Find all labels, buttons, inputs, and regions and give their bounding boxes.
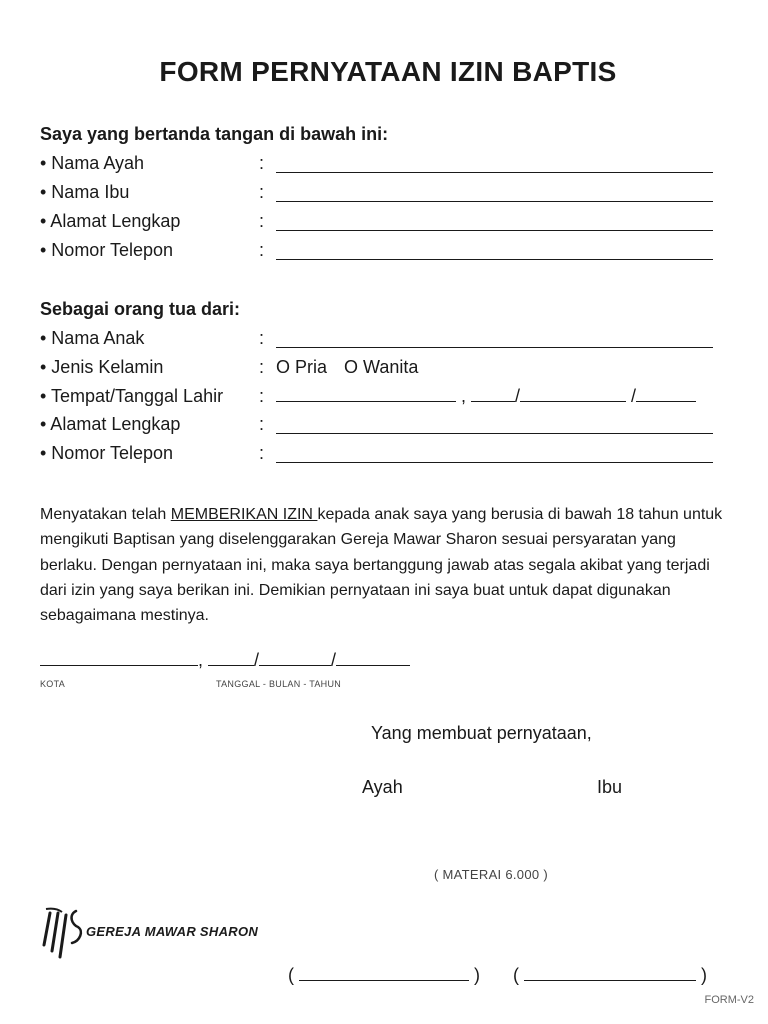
mother-printed-name-field[interactable] [524, 965, 696, 981]
gender-option-female[interactable]: O Wanita [344, 357, 419, 377]
colon: : [259, 386, 265, 406]
form-code: FORM-V2 [704, 994, 754, 1006]
birth-month-field[interactable] [520, 386, 626, 402]
statement-paragraph: Menyatakan telah MEMBERIKAN IZIN kepada anak saya yang berusia di bawah 18 tahun untuk mengikuti Baptisan yang diselenggarakan Gereja Mawar Sharon sesuai persyaratan yang berlaku. Dengan pernyataan ini, maka saya bertanggung jawab atas segala akibat yang terjadi dari izin yang saya berikan ini. Demikian pernyataan ini saya buat untuk dapat digunakan sebagaimana mestinya. [40, 506, 723, 625]
date-day-field[interactable] [208, 650, 254, 666]
page-title: FORM PERNYATAAN IZIN BAPTIS [159, 56, 617, 87]
mother-name-field[interactable] [276, 201, 713, 202]
mother-signature-label: Ibu [597, 777, 623, 797]
colon: : [259, 328, 265, 348]
colon: : [259, 153, 265, 173]
colon: : [259, 443, 265, 463]
colon: : [259, 240, 265, 260]
child-section-heading: Sebagai orang tua dari: [40, 299, 241, 319]
gender-options [276, 357, 430, 378]
colon: : [259, 182, 265, 202]
child-address-label: • Alamat Lengkap [40, 414, 181, 434]
parent-address-label: • Alamat Lengkap [40, 211, 181, 231]
birth-label: • Tempat/Tanggal Lahir [40, 386, 224, 406]
church-logo-icon [38, 905, 88, 965]
stamp-note: ( MATERAI 6.000 ) [434, 867, 548, 882]
signature-heading: Yang membuat pernyataan, [371, 723, 592, 743]
parent-phone-field[interactable] [276, 259, 713, 260]
colon: : [259, 357, 265, 377]
colon: : [259, 211, 265, 231]
father-name-label: • Nama Ayah [40, 153, 145, 173]
mother-name-signature: ( ) [513, 965, 707, 985]
date-year-field[interactable] [336, 650, 410, 666]
parent-address-field[interactable] [276, 230, 713, 231]
birth-fields: , / / [276, 386, 716, 407]
child-name-label: • Nama Anak [40, 328, 145, 348]
father-signature-label: Ayah [362, 777, 403, 797]
child-phone-label: • Nomor Telepon [40, 443, 174, 463]
father-name-signature: ( ) [288, 965, 480, 985]
colon: : [259, 414, 265, 434]
city-caption: KOTA [40, 679, 66, 689]
mother-name-label: • Nama Ibu [40, 182, 130, 202]
parent-section-heading: Saya yang bertanda tangan di bawah ini: [40, 124, 389, 144]
date-caption: TANGGAL - BULAN - TAHUN [216, 679, 342, 689]
statement-emphasis: MEMBERIKAN IZIN [170, 506, 318, 523]
city-field[interactable] [40, 650, 198, 666]
parent-phone-label: • Nomor Telepon [40, 240, 174, 260]
date-month-field[interactable] [259, 650, 331, 666]
child-address-field[interactable] [276, 433, 713, 434]
child-name-field[interactable] [276, 347, 713, 348]
gender-label: • Jenis Kelamin [40, 357, 164, 377]
gender-option-male[interactable]: O Pria [276, 357, 328, 377]
child-phone-field[interactable] [276, 462, 713, 463]
birth-year-field[interactable] [636, 386, 696, 402]
birth-day-field[interactable] [471, 386, 515, 402]
birth-place-field[interactable] [276, 386, 456, 402]
church-name: GEREJA MAWAR SHARON [86, 924, 259, 939]
father-printed-name-field[interactable] [299, 965, 469, 981]
city-date-line: , / / [40, 650, 410, 671]
father-name-field[interactable] [276, 172, 713, 173]
